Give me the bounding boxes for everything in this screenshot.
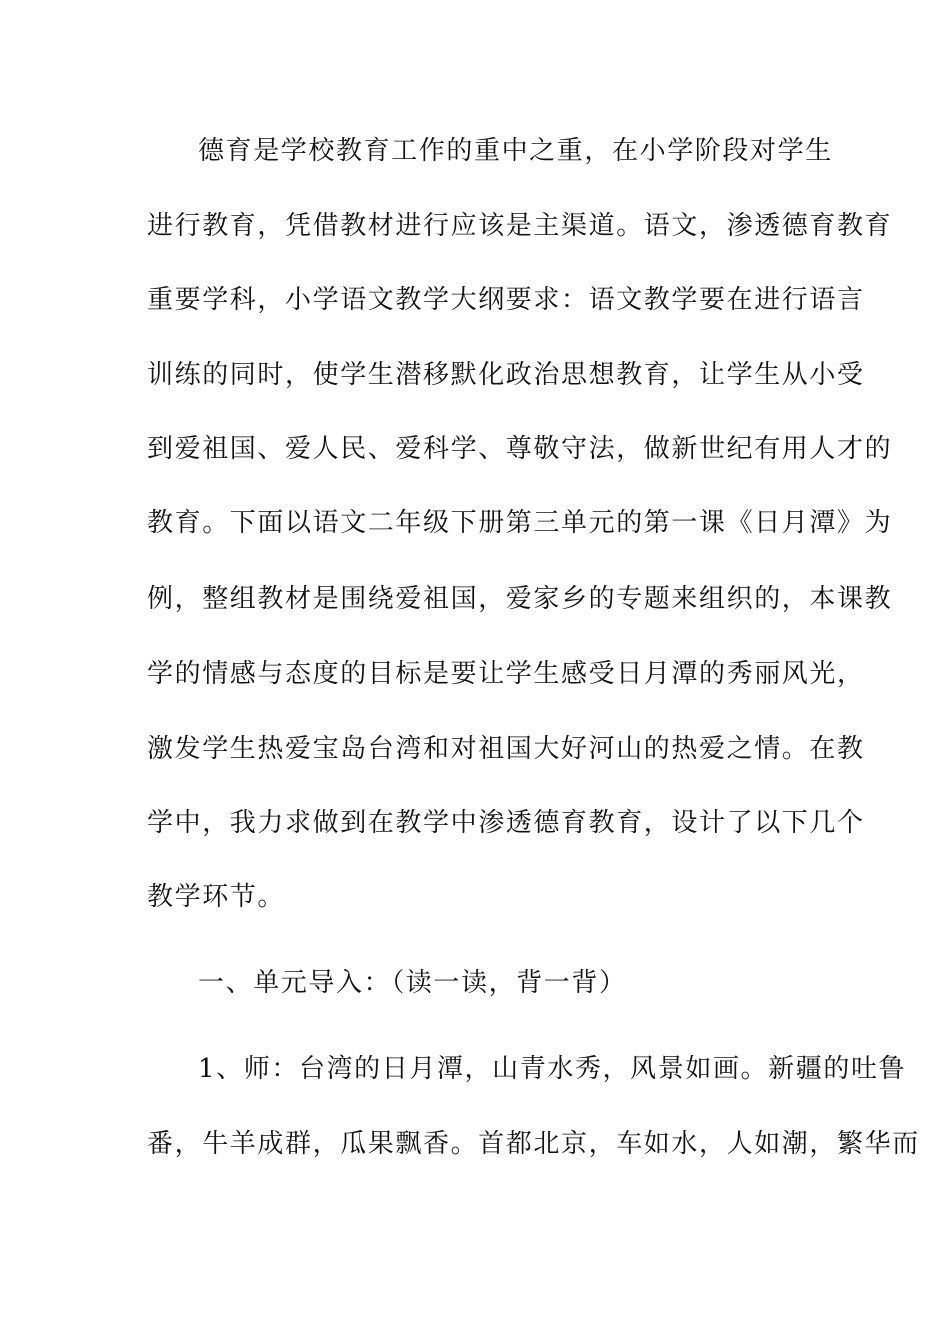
paragraph-line: 训练的同时，使学生潜移默化政治思想教育，让学生从小受 bbox=[147, 360, 865, 390]
paragraph-line: 教育。下面以语文二年级下册第三单元的第一课《日月潭》为 bbox=[147, 508, 893, 538]
paragraph-line: 激发学生热爱宝岛台湾和对祖国大好河山的热爱之情。在教 bbox=[147, 734, 865, 764]
paragraph-line: 重要学科，小学语文教学大纲要求：语文教学要在进行语言 bbox=[147, 285, 865, 315]
section-heading: 一、单元导入：（读一读，背一背） bbox=[198, 968, 627, 998]
paragraph-line: 到爱祖国、爱人民、爱科学、尊敬守法，做新世纪有用人才的 bbox=[147, 434, 893, 464]
paragraph-line: 例，整组教材是围绕爱祖国，爱家乡的专题来组织的，本课教 bbox=[147, 584, 893, 614]
paragraph-line: 学的情感与态度的目标是要让学生感受日月潭的秀丽风光， bbox=[147, 659, 865, 689]
paragraph-line: 进行教育，凭借教材进行应该是主渠道。语文，渗透德育教育 bbox=[147, 211, 893, 241]
paragraph-line: 学中，我力求做到在教学中渗透德育教育，设计了以下几个 bbox=[147, 808, 865, 838]
paragraph-line: 番，牛羊成群，瓜果飘香。首都北京，车如水，人如潮，繁华而 bbox=[147, 1129, 920, 1159]
paragraph-line: 1、师：台湾的日月潭，山青水秀，风景如画。新疆的吐鲁 bbox=[198, 1054, 907, 1084]
paragraph-line: 德育是学校教育工作的重中之重，在小学阶段对学生 bbox=[198, 136, 833, 166]
paragraph-line: 教学环节。 bbox=[147, 882, 286, 912]
